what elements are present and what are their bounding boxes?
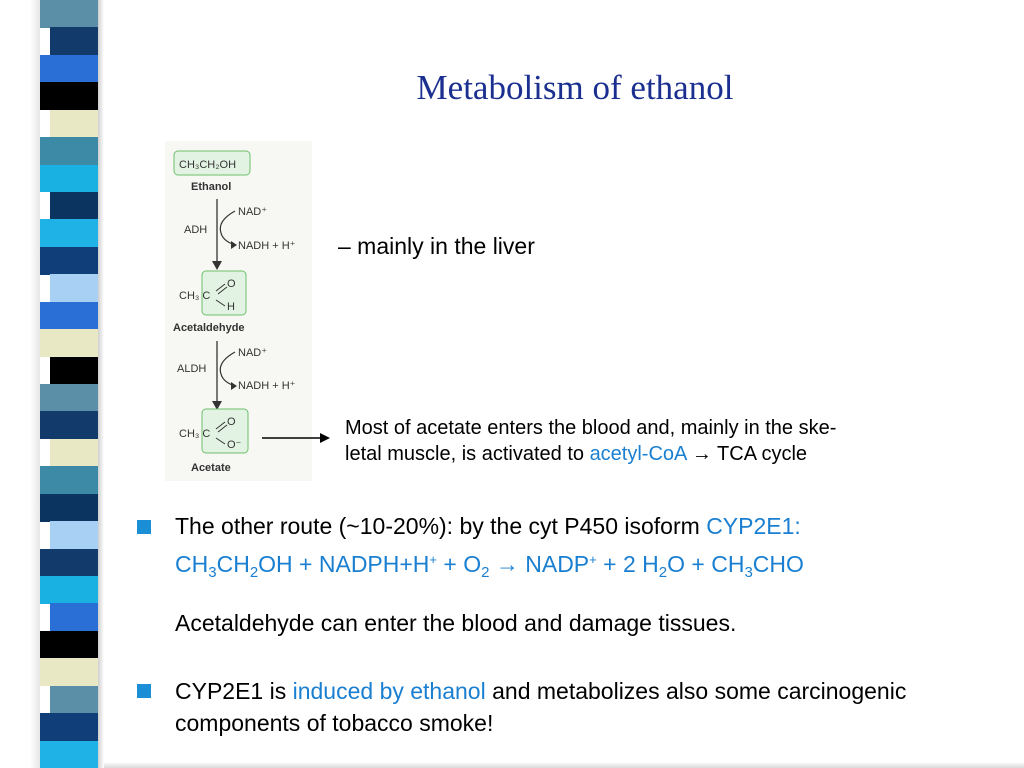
stripe-segment (50, 521, 98, 549)
nad-label-1: NAD⁺ (238, 206, 268, 218)
acetaldehyde-h: H (227, 301, 235, 313)
stripe-segment (40, 658, 98, 686)
acetate-left: CH₃ C (179, 428, 211, 440)
ethanol-formula: CH₃CH₂OH (179, 159, 237, 171)
stripe-segment (40, 549, 98, 577)
acetate-label: Acetate (191, 462, 231, 474)
acetaldehyde-note: Acetaldehyde can enter the blood and damage tissues. (175, 610, 737, 636)
acetate-note-line1: Most of acetate enters the blood and, mainly in the ske- (345, 417, 837, 439)
stripe-segment (40, 494, 98, 522)
stripe-segment (50, 439, 98, 467)
enzyme-adh: ADH (184, 224, 208, 236)
acetaldehyde-left: CH₃ C (179, 290, 211, 302)
stripe-segment (40, 55, 98, 83)
stripe-segment (40, 466, 98, 494)
stripe-segment (50, 357, 98, 385)
bullet-text-1: The other route (~10-20%): by the cyt P450 isoform CYP2E1: (175, 513, 801, 539)
acetate-note (345, 415, 995, 467)
stripe-segment (50, 110, 98, 138)
decorative-stripe-bar (0, 0, 98, 768)
stripe-segment (40, 411, 98, 439)
acetate-note-line2: letal muscle, is activated to acetyl-CoA → TCA cycle (345, 443, 808, 465)
stripe-segment (40, 165, 98, 193)
ethanol-label: Ethanol (191, 181, 232, 193)
stripe-segment (40, 631, 98, 659)
acetyl-coa-highlight: acetyl-CoA (589, 443, 687, 465)
stripe-segment (40, 302, 98, 330)
nadh-label-2: NADH + H⁺ (238, 380, 296, 392)
stripe-segment (40, 741, 98, 768)
stripe-segment (40, 219, 98, 247)
slide-title: Metabolism of ethanol (416, 68, 734, 107)
acetate-arrow (262, 430, 332, 446)
stripe-segment (40, 0, 98, 28)
acetate-o: O (227, 416, 236, 428)
nadh-label-1: NADH + H⁺ (238, 240, 296, 252)
stripe-segment (50, 603, 98, 631)
cyp2e1-highlight: CYP2E1: (706, 513, 801, 539)
enzyme-aldh: ALDH (177, 363, 207, 375)
stripe-segment (50, 192, 98, 220)
induced-highlight: induced by ethanol (292, 678, 486, 704)
liver-note: – mainly in the liver (338, 233, 535, 259)
bullet-marker-1 (137, 520, 151, 534)
bullet-text-2: CYP2E1 is induced by ethanol and metabolizes also some carcinogenic components of tobacco smoke! (175, 678, 907, 736)
stripe-segment (50, 274, 98, 302)
acetaldehyde-label: Acetaldehyde (173, 322, 245, 334)
stripe-segment (40, 576, 98, 604)
stripe-segment (40, 137, 98, 165)
bullet-marker-2 (137, 684, 151, 698)
acetate-o-minus: O⁻ (227, 439, 242, 451)
stripe-segment (40, 384, 98, 412)
bottom-shadow (104, 762, 1024, 768)
acetaldehyde-o: O (227, 278, 236, 290)
stripe-segment (40, 329, 98, 357)
stripe-segment (40, 713, 98, 741)
stripe-segment (50, 27, 98, 55)
stripe-segment (50, 686, 98, 714)
stripe-edge (30, 0, 40, 768)
cyp2e1-equation: $CH_3CH_2OH$ + NADPH+H+ + $O_2$ → NADP+ + 2 $H_2O + CH_3CHO$ (175, 551, 804, 581)
stripe-segment (40, 82, 98, 110)
nad-label-2: NAD⁺ (238, 347, 268, 359)
stripe-shadow (98, 0, 104, 768)
stripe-segment (40, 247, 98, 275)
